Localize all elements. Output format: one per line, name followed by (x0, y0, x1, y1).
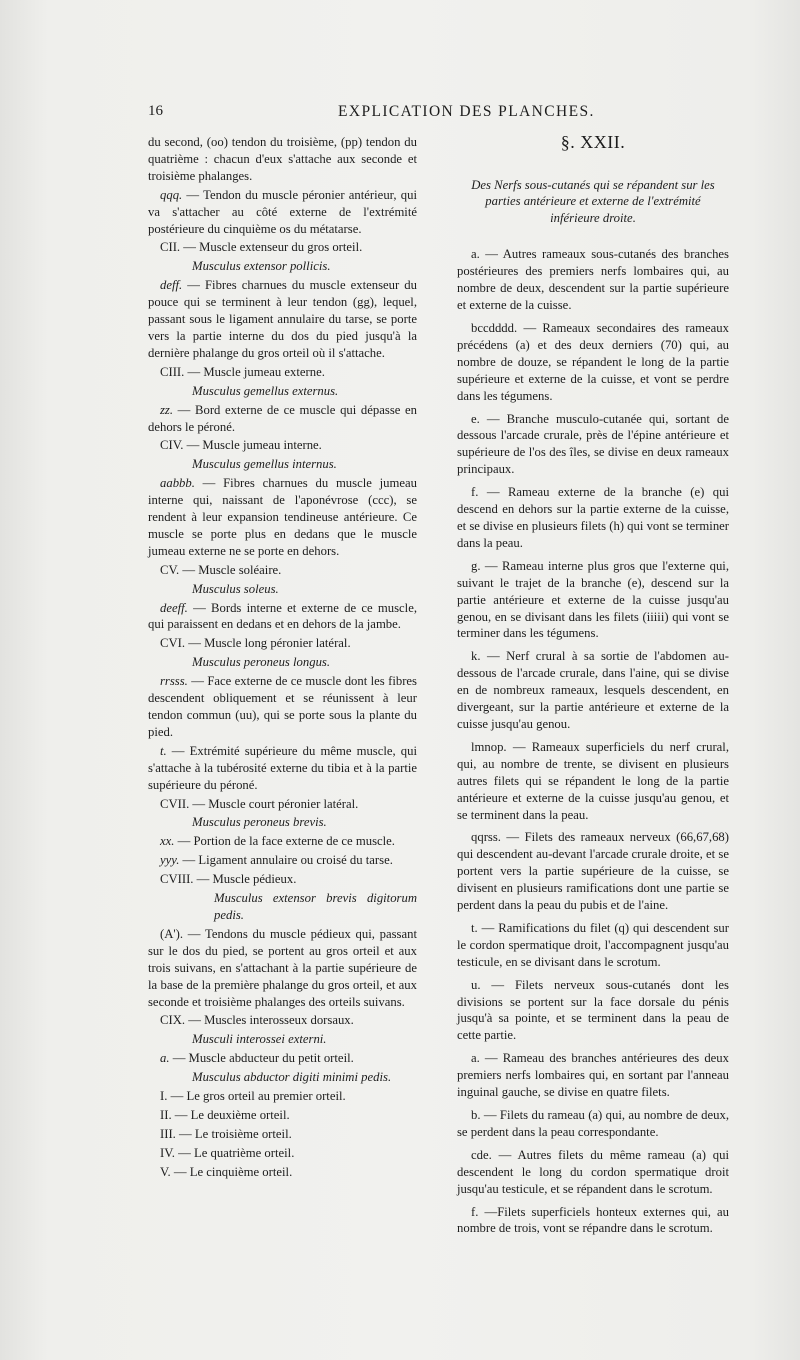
page-header (148, 103, 776, 125)
page-number: 16 (148, 103, 163, 119)
legend-entry (148, 364, 417, 381)
entry-code: IV. (160, 1145, 175, 1160)
entry-code: aabbb. (160, 476, 195, 491)
legend-entry (148, 402, 417, 436)
latin-name: Musculus gemellus internus. (192, 457, 337, 472)
entry-text: — Muscle long péronier latéral. (185, 636, 351, 651)
entry-text: — Muscle jumeau interne. (183, 438, 322, 453)
legend-entry (148, 1164, 417, 1181)
entry-code: CVII. (160, 796, 190, 811)
entry-text: — Ligament annulaire ou croisé du tarse. (179, 853, 393, 868)
latin-name: Musculus extensor brevis digitorum pedis. (214, 891, 417, 922)
entry-code: CIV. (160, 438, 184, 453)
latin-name: Musculus gemellus externus. (192, 383, 339, 398)
entry-text: — Face externe de ce muscle dont les fibres descendent obliquement et se réunissent à leur tendon commun (uu), qui se porte sous la plante du pied. (148, 674, 417, 739)
latin-name: Musculus soleus. (192, 581, 279, 596)
continuation-paragraph: du second, (oo) tendon du troisième, (pp) tendon du quatrième : chacun d'eux s'attache aux seconde et troisième phalanges. (148, 135, 417, 183)
entry-code: CIII. (160, 364, 185, 379)
entry-code: qqq. (160, 187, 183, 202)
entry-code: t. (160, 743, 167, 758)
entry-text: — Muscle pédieux. (193, 872, 297, 887)
entry-code: II. (160, 1107, 172, 1122)
entry-code: CII. (160, 240, 181, 255)
entry-code: xx. (160, 834, 175, 849)
nerve-entry: cde. — Autres filets du même rameau (a) qui descendent le long du cordon spermatique droit jusqu'au testicule, et se répandent dans le scrotum. (457, 1147, 729, 1196)
latin-name: Musculus peroneus longus. (192, 655, 331, 670)
entry-code: (A'). (160, 926, 184, 941)
entry-text: — Le gros orteil au premier orteil. (167, 1089, 346, 1104)
legend-entry (148, 1088, 417, 1105)
latin-name: Musculus abductor digiti minimi pedis. (192, 1070, 392, 1085)
nerve-entry: bccdddd. — Rameaux secondaires des rameaux précédens (a) et des deux derniers (70) qui, au nombre de douze, se répandent le long de la partie supérieure et externe de la cuisse, et vont se perdre dans les tégumens. (457, 321, 729, 403)
entry-text: — Bord externe de ce muscle qui dépasse en dehors le péroné. (148, 402, 417, 434)
nerve-entry: e. — Branche musculo-cutanée qui, sortant de dessous l'arcade crurale, près de l'épine antérieure et supérieure de l'os des îles, se divise en deux rameaux principaux. (457, 411, 729, 477)
entry-text: — Fibres charnues du muscle extenseur du pouce qui se terminent à leur tendon (gg), lequel, passant sous le ligament annulaire du tarse, se porte vers la partie interne du dos du pied jusqu'à la dernière phalange du gros orteil où il s'attache. (148, 278, 417, 360)
legend-entry (148, 277, 417, 362)
nerve-entry: a. — Autres rameaux sous-cutanés des branches postérieures des premiers nerfs lombaires qui, au nombre de deux, descendent sur la partie supérieure et externe de la cuisse. (457, 247, 729, 313)
nerve-entry: k. — Nerf crural à sa sortie de l'abdomen au-dessous de l'arcade crurale, dans l'aine, qui se divise en de nombreux rameaux, lesquels descendent, en divergeant, sur la partie antérieure et externe de la cuisse jusqu'au genou. (457, 649, 729, 731)
legend-entry (148, 796, 417, 813)
legend-entry (148, 600, 417, 634)
latin-name: Musculus extensor pollicis. (192, 259, 331, 274)
nerve-entry: f. —Filets superficiels honteux externes qui, au nombre de trois, vont se répandre dans le scrotum. (457, 1204, 729, 1236)
legend-entry (148, 437, 417, 454)
entry-code: yyy. (160, 853, 180, 868)
entry-text: — Le cinquième orteil. (170, 1164, 293, 1179)
entry-text: — Extrémité supérieure du même muscle, qui s'attache à la tubérosité externe du tibia et à la partie supérieure du péroné. (148, 743, 417, 792)
legend-entry (148, 187, 417, 238)
entry-text: — Tendon du muscle péronier antérieur, qui va s'attacher au côté externe de l'extrémité postérieure du cinquième os du métatarse. (148, 187, 417, 236)
left-column (148, 134, 417, 1183)
nerve-entry: f. — Rameau externe de la branche (e) qui descend en dehors sur la partie externe de la cuisse, et se divise en plusieurs filets (h) qui vont se terminer dans la peau. (457, 485, 730, 550)
entry-text: — Muscles interosseux dorsaux. (185, 1013, 354, 1028)
section-number: §. XXII. (560, 132, 626, 152)
latin-name: Musculus peroneus brevis. (192, 815, 327, 830)
nerve-entry: b. — Filets du rameau (a) qui, au nombre de deux, se perdent dans la peau correspondante. (457, 1108, 729, 1139)
entry-code: CV. (160, 562, 180, 577)
entry-text: — Muscle jumeau externe. (184, 364, 325, 379)
entry-text: — Muscle court péronier latéral. (189, 796, 359, 811)
nerve-entry: a. — Rameau des branches antérieures des deux premiers nerfs lombaires qui, en sortant par l'anneau inguinal gauche, se divise en quatre filets. (457, 1051, 729, 1100)
legend-entry (148, 673, 417, 741)
legend-entry (148, 239, 417, 256)
legend-entry (148, 475, 417, 560)
latin-name: Musculi interossei externi. (192, 1032, 327, 1047)
entry-code: a. (160, 1051, 170, 1066)
legend-entry (148, 926, 417, 1011)
entry-code: CIX. (160, 1013, 186, 1028)
entry-code: CVI. (160, 636, 186, 651)
entry-text: — Portion de la face externe de ce muscle. (174, 834, 395, 849)
nerve-entry: t. — Ramifications du filet (q) qui descendent sur le cordon spermatique droit, l'accompagnent jusqu'au testicule, en se divisant dans le scrotum. (457, 920, 729, 969)
legend-entry (148, 1012, 417, 1029)
nerve-entry: g. — Rameau interne plus gros que l'externe qui, suivant le trajet de la branche (e), descend sur la partie antérieure et externe de la cuisse jusqu'au genou, en se divisant dans les filets (iiiii) qui vont se terminer dans les tégumens. (457, 558, 729, 641)
entry-code: zz. (160, 402, 174, 417)
entry-code: V. (160, 1164, 171, 1179)
legend-entry (148, 743, 417, 794)
entry-text: — Muscle extenseur du gros orteil. (180, 240, 363, 255)
running-head: EXPLICATION DES PLANCHES. (338, 103, 595, 120)
nerve-entry: qqrss. — Filets des rameaux nerveux (66,67,68) qui descendent au-devant l'arcade crurale droite, et se portent vers la partie supérieure de la cuisse, se divisent en plusieurs ramifications dont une partie se perdent dans la peau du pubis et de l'aine. (457, 830, 729, 913)
entry-text: — Tendons du muscle pédieux qui, passant sur le dos du pied, se portent au gros orteil et aux trois suivans, en s'attachant à la partie supérieure de la base de la première phalange du gros orteil, et aux seconde et troisième phalanges des orteils suivans. (148, 926, 417, 1009)
legend-entry (148, 1126, 417, 1143)
entry-code: I. (160, 1089, 168, 1104)
legend-entry (148, 1145, 417, 1162)
legend-entry (148, 562, 417, 579)
entry-text: — Bords interne et externe de ce muscle, qui paraissent en dedans et en dehors de la jambe. (148, 600, 417, 632)
nerve-entry: lmnop. — Rameaux superficiels du nerf crural, qui, au nombre de trente, se divisent en plusieurs autres filets qui se répandent le long de la partie antérieure et externe de la cuisse jusqu'au genou, et se terminent dans la peau. (457, 739, 729, 822)
section-title: Des Nerfs sous-cutanés qui se répandent sur les parties antérieure et externe de l'extrémité inférieure droite. (471, 177, 715, 225)
right-column (457, 134, 729, 1243)
entry-text: — Muscle soléaire. (179, 562, 282, 577)
entry-text: — Le deuxième orteil. (171, 1107, 290, 1122)
legend-entry (148, 871, 417, 888)
legend-entry (148, 1050, 417, 1067)
entry-code: deeff. (160, 600, 188, 615)
entry-code: rrsss. (160, 674, 188, 689)
entry-text: — Le troisième orteil. (175, 1126, 292, 1141)
entry-code: III. (160, 1126, 176, 1141)
entry-code: CVIII. (160, 872, 194, 887)
entry-text: — Le quatrième orteil. (174, 1145, 295, 1160)
nerve-entry: u. — Filets nerveux sous-cutanés dont les divisions se portent sur la face dorsale du pénis jusqu'à sa pointe, et se terminent dans la peau de cette partie. (457, 977, 729, 1043)
entry-text: — Muscle abducteur du petit orteil. (169, 1051, 354, 1066)
legend-entry (148, 852, 417, 869)
legend-entry (148, 635, 417, 652)
legend-entry (148, 1107, 417, 1124)
entry-text: — Fibres charnues du muscle jumeau interne qui, naissant de l'aponévrose (ccc), se rendent à leur expansion tendineuse antérieure. Ce muscle se porte plus en dedans que le muscle jumeau externe ne se porte en dehors. (148, 476, 417, 558)
legend-entry (148, 833, 417, 850)
entry-code: deff. (160, 278, 183, 293)
